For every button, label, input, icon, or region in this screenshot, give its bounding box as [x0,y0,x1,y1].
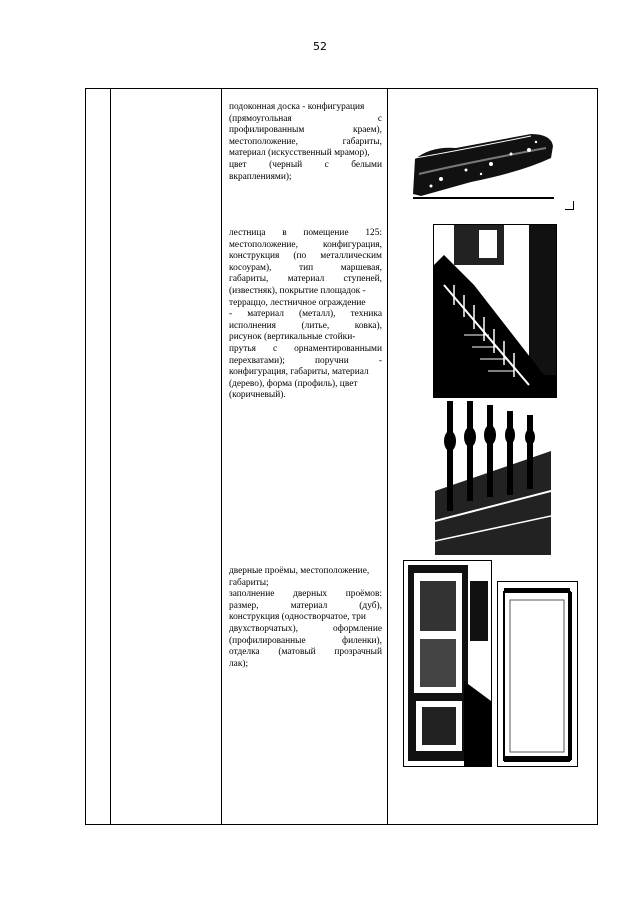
text-line: подоконная доска - конфигурация [229,102,365,112]
heritage-object-table [85,88,598,825]
window-sill-photo [411,124,556,204]
text-line: (известняк), покрытие площадок - [229,285,366,296]
text-line: конструкция (одностворчатое, три [229,612,366,623]
text-line: отделка (матовый прозрачный [229,647,382,658]
text-line: прутья с орнаментированными [229,343,382,354]
description-staircase [229,228,382,402]
text-line: двухстворчатых), оформление [229,623,382,634]
text-line: материал (искусственный мрамор), [229,148,370,159]
description-window-sill [229,102,382,183]
text-line: размер, материал (дуб), [229,600,382,611]
page-number: 52 [313,40,327,53]
text-line: заполнение дверных проёмов: [229,589,382,600]
text-line: - материал (металл), техника [229,309,382,320]
text-line: косоурам), тип маршевая, [229,262,382,273]
door-photo [403,560,492,767]
text-line: габариты; [229,577,269,588]
column-divider [221,89,222,824]
balusters-photo [435,401,551,555]
text-line: цвет (черный с белыми [229,159,382,170]
text-line: (профилированные филенки), [229,635,382,646]
text-line: исполнения (литье, ковка), [229,320,382,331]
text-line: лестница в помещение 125: [229,228,382,238]
column-divider [110,89,111,824]
text-line: (дерево), форма (профиль), цвет [229,378,358,389]
text-line: вкраплениями); [229,171,292,182]
door-panel-photo [497,581,578,767]
text-line: конфигурация, габариты, материал [229,367,369,378]
text-line: профилированным краем), [229,125,382,136]
text-line: терраццо, лестничное ограждение [229,297,366,308]
text-line: конструкция (по металлическим [229,251,382,262]
staircase-photo [433,224,557,398]
text-line: рисунок (вертикальные стойки- [229,332,356,343]
text-line: (прямоугольная с [229,113,382,124]
column-divider [387,89,388,824]
text-line: местоположение, конфигурация, [229,239,382,250]
text-line: (коричневый). [229,390,286,401]
text-line: габариты, материал ступеней, [229,274,382,285]
corner-mark [565,201,574,210]
description-doors [229,566,382,670]
text-line: местоположение, габариты, [229,136,382,147]
text-line: дверные проёмы, местоположение, [229,566,370,576]
text-line: лак); [229,658,249,669]
text-line: перехватами); поручни - [229,355,382,366]
